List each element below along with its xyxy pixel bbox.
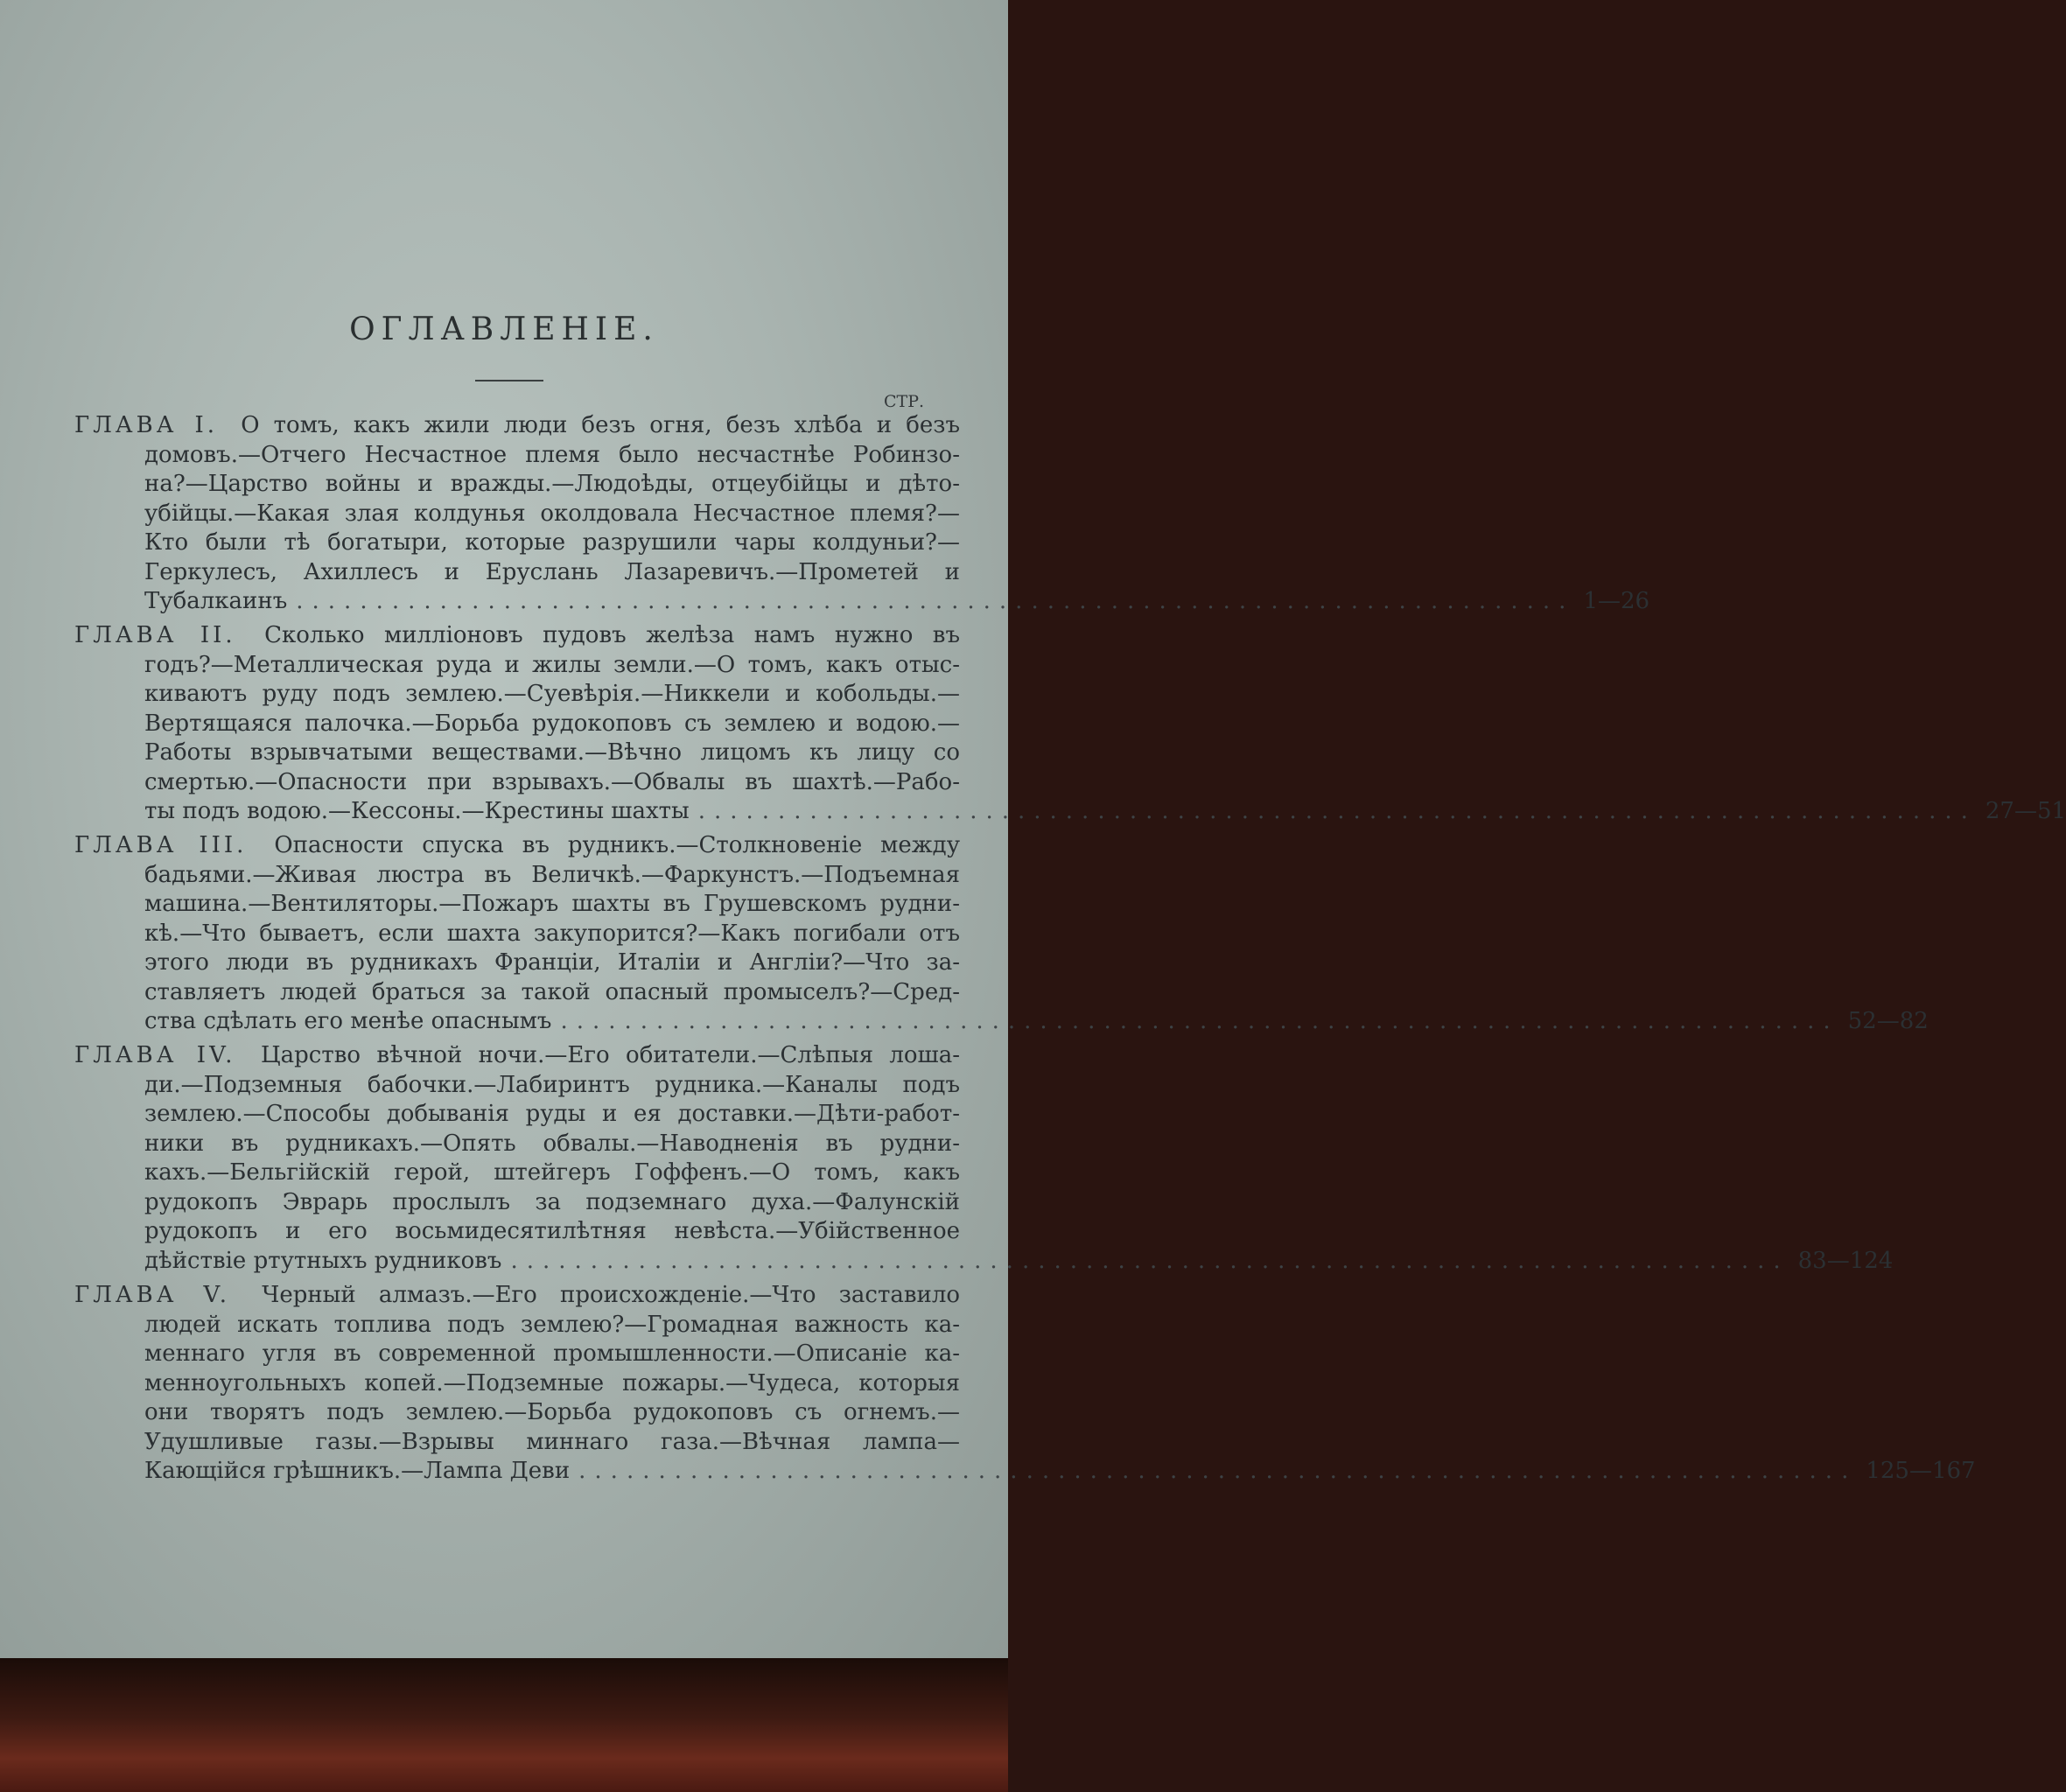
chapter-first-line bbox=[74, 621, 960, 651]
chapter-line: ставляетъ людей браться за такой опасный промыселъ?—Сред- bbox=[144, 978, 960, 1005]
chapter-line: кахъ.—Бельгійскій герой, штейгеръ Гоффенъ.—О томъ, какъ bbox=[144, 1159, 960, 1186]
chapter-line: рудокопъ Эврарь прослылъ за подземнаго духа.—Фалунскій bbox=[144, 1188, 960, 1215]
chapter-line: этого люди въ рудникахъ Франціи, Италіи и Англіи?—Что за- bbox=[144, 949, 960, 976]
page-range: 27—51 bbox=[1985, 798, 2066, 824]
chapter-text: Кающійся грѣшникъ.—Лампа Деви bbox=[144, 1458, 571, 1484]
title-divider bbox=[475, 380, 543, 382]
chapter-first-line bbox=[74, 1041, 960, 1071]
chapter-text: дѣйствіе ртутныхъ рудниковъ bbox=[144, 1247, 502, 1274]
chapter-line: кѣ.—Что бываетъ, если шахта закупорится?—Какъ погибали отъ bbox=[144, 920, 960, 947]
dot-leader: ................................................................................ bbox=[510, 1247, 1789, 1274]
chapter-line: ди.—Подземныя бабочки.—Лабиринтъ рудника.—Каналы подъ bbox=[144, 1071, 960, 1098]
chapter-entry bbox=[74, 621, 2066, 827]
chapter-text: Тубалкаинъ bbox=[144, 588, 288, 614]
chapter-heading: ГЛАВА IV. bbox=[74, 1042, 236, 1068]
chapter-first-line bbox=[74, 831, 960, 861]
chapter-first-line bbox=[74, 1281, 960, 1311]
page-column-label: СТР. bbox=[884, 392, 925, 411]
page-range: 52—82 bbox=[1847, 1008, 1929, 1034]
dot-leader: ................................................................................ bbox=[560, 1008, 1839, 1034]
chapter-line: киваютъ руду подъ землею.—Суевѣрія.—Никкели и кобольды.— bbox=[144, 681, 960, 707]
chapter-line: ники въ рудникахъ.—Опять обвалы.—Наводненія въ рудни- bbox=[144, 1130, 960, 1157]
chapter-line: годъ?—Металлическая руда и жилы земли.—О томъ, какъ отыс- bbox=[144, 651, 960, 678]
page-title: ОГЛАВЛЕНІЕ. bbox=[349, 312, 659, 347]
chapter-line: Геркулесъ, Ахиллесъ и Еруслань Лазаревичъ.—Прометей и bbox=[144, 558, 960, 585]
chapter-entry bbox=[74, 831, 1929, 1037]
chapter-heading: ГЛАВА V. bbox=[74, 1282, 231, 1308]
chapter-line: бадьями.—Живая люстра въ Величкѣ.—Фаркунстъ.—Подъемная bbox=[144, 861, 960, 888]
chapter-line: меннаго угля въ современной промышленности.—Описаніе ка- bbox=[144, 1340, 960, 1367]
chapter-text: Опасности спуска въ рудникъ.—Столкновеніе между bbox=[274, 832, 960, 858]
chapter-last-line bbox=[74, 797, 2066, 827]
chapter-line: Удушливые газы.—Взрывы миннаго газа.—Вѣчная лампа— bbox=[144, 1428, 960, 1455]
dot-leader: ................................................................................ bbox=[296, 588, 1575, 614]
dot-leader: ................................................................................ bbox=[697, 798, 1977, 824]
chapter-line: менноугольныхъ копей.—Подземные пожары.—Чудеса, которыя bbox=[144, 1369, 960, 1396]
chapter-text: Черный алмазъ.—Его происхожденіе.—Что заставило bbox=[262, 1282, 960, 1308]
chapter-entry bbox=[74, 411, 1650, 617]
chapter-last-line bbox=[74, 587, 1650, 617]
chapter-line: Кто были тѣ богатыри, которые разрушили чары колдуньи?— bbox=[144, 529, 960, 556]
chapter-line: домовъ.—Отчего Несчастное племя было несчастнѣе Робинзо- bbox=[144, 441, 960, 468]
chapter-heading: ГЛАВА I. bbox=[74, 412, 219, 438]
chapter-last-line bbox=[74, 1457, 1976, 1487]
chapter-text: О томъ, какъ жили люди безъ огня, безъ хлѣба и безъ bbox=[241, 412, 960, 438]
chapter-line: смертью.—Опасности при взрывахъ.—Обвалы въ шахтѣ.—Рабо- bbox=[144, 768, 960, 795]
page-range: 125—167 bbox=[1866, 1458, 1976, 1484]
chapter-heading: ГЛАВА III. bbox=[74, 832, 248, 858]
chapter-text: ты подъ водою.—Кессоны.—Крестины шахты bbox=[144, 798, 690, 824]
chapter-line: землею.—Способы добыванія руды и ея доставки.—Дѣти-работ- bbox=[144, 1101, 960, 1127]
chapter-line: Вертящаяся палочка.—Борьба рудокоповъ съ землею и водою.— bbox=[144, 710, 960, 737]
page-range: 83—124 bbox=[1797, 1247, 1894, 1274]
chapter-text: Сколько милліоновъ пудовъ желѣза намъ нужно въ bbox=[264, 622, 960, 648]
dot-leader: ................................................................................ bbox=[578, 1458, 1858, 1484]
chapter-line: убійцы.—Какая злая колдунья околдовала Несчастное племя?— bbox=[144, 500, 960, 527]
book-edge-shadow bbox=[0, 1658, 1008, 1792]
chapter-entry bbox=[74, 1041, 1894, 1276]
chapter-line: людей искать топлива подъ землею?—Громадная важность ка- bbox=[144, 1311, 960, 1338]
chapter-line: они творятъ подъ землею.—Борьба рудокоповъ съ огнемъ.— bbox=[144, 1399, 960, 1425]
chapter-line: Работы взрывчатыми веществами.—Вѣчно лицомъ къ лицу со bbox=[144, 739, 960, 766]
chapter-text: Царство вѣчной ночи.—Его обитатели.—Слѣпыя лоша- bbox=[260, 1042, 960, 1068]
chapter-last-line bbox=[74, 1247, 1894, 1277]
chapter-heading: ГЛАВА II. bbox=[74, 622, 236, 648]
chapter-line: рудокопъ и его восьмидесятилѣтняя невѣста.—Убійственное bbox=[144, 1218, 960, 1244]
chapter-text: ства сдѣлать его менѣе опаснымъ bbox=[144, 1008, 552, 1034]
chapter-line: машина.—Вентиляторы.—Пожаръ шахты въ Грушевскомъ рудни- bbox=[144, 891, 960, 917]
chapter-first-line bbox=[74, 411, 960, 441]
chapter-line: на?—Царство войны и вражды.—Людоѣды, отцеубійцы и дѣто- bbox=[144, 471, 960, 497]
page-range: 1—26 bbox=[1583, 588, 1650, 614]
chapter-entry bbox=[74, 1281, 1976, 1487]
chapter-last-line bbox=[74, 1007, 1929, 1037]
